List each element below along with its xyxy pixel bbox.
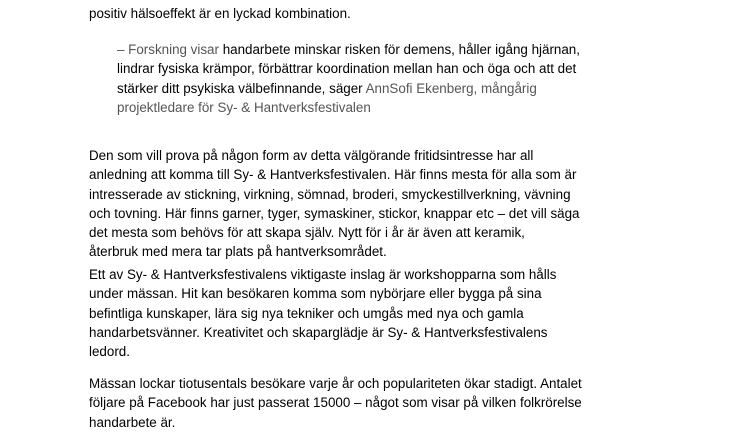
paragraph-line: Den som vill prova på någon form av detta välgörande fritidsintresse har all [89, 148, 534, 163]
quote-attribution: AnnSofi Ekenberg, mångårig [365, 80, 537, 96]
quote-line-2: lindrar fysiska krämpor, förbättrar koordination mellan han och öga och att det [117, 61, 577, 77]
quote-line-3 [117, 79, 647, 98]
paragraph-line: befintliga kunskaper, lära sig nya tekniker och umgås med nya och gamla [89, 305, 524, 321]
paragraph-line: det mesta som behövs för att skapa själv. Nytt för i år är även att keramik, [89, 225, 525, 241]
quote-line-1 [117, 40, 647, 59]
body-paragraph-3 [89, 374, 649, 432]
paragraph-line: handarbetsvänner. Kreativitet och skaparglädje är Sy- & Hantverksfestivalens [89, 324, 548, 340]
paragraph-line: under mässan. Hit kan besökaren komma som nybörjare eller bygga på sina [89, 286, 542, 302]
body-paragraph-2 [89, 265, 649, 361]
quote-text: handarbete minskar risken för demens, håller igång hjärnan, [222, 42, 580, 57]
paragraph-line: ledord. [89, 344, 130, 360]
quote-attribution-line: projektledare för Sy- & Hantverksfestivalen [117, 99, 371, 115]
paragraph-line: Mässan lockar tiotusentals besökare varje år och populariteten ökar stadigt. Antalet [89, 376, 582, 391]
paragraph-line: Ett av Sy- & Hantverksfestivalens viktigaste inslag är workshopparna som hålls [89, 267, 557, 282]
body-paragraph-1 [89, 146, 649, 262]
quote-dash-prefix: – Forskning visar [117, 42, 223, 57]
paragraph-line: intresserade av stickning, virkning, sömnad, broderi, smyckestillverkning, vävning [89, 186, 571, 202]
quote-text: stärker ditt psykiska välbefinnande, säger [117, 80, 366, 96]
intro-paragraph [89, 4, 649, 23]
paragraph-line: följare på Facebook har just passerat 15000 – något som visar på vilken folkrörelse [89, 395, 582, 411]
intro-line: positiv hälsoeffekt är en lyckad kombination. [89, 6, 351, 21]
paragraph-line: och tovning. Här finns garner, tyger, symaskiner, stickor, knappar etc – det vill säga [89, 205, 580, 221]
paragraph-line: handarbete är. [89, 414, 176, 430]
quote-paragraph [117, 40, 647, 117]
paragraph-line: anledning att komma till Sy- & Hantverksfestivalen. Här finns mesta för alla som är [89, 167, 577, 183]
paragraph-line: återbruk med mera tar plats på hantverksområdet. [89, 244, 387, 260]
